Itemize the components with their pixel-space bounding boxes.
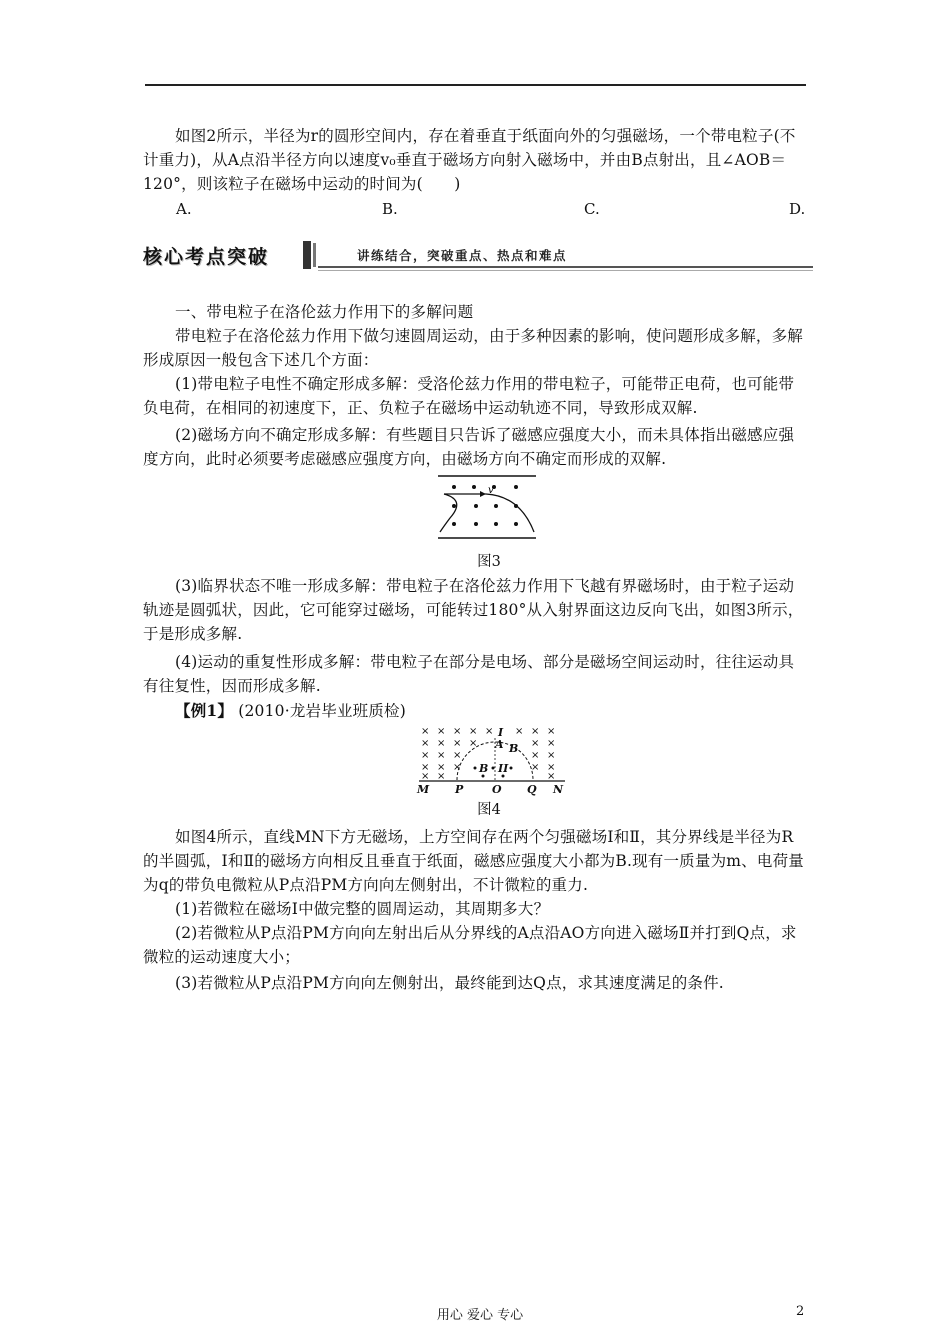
svg-text:×: × [421, 762, 430, 773]
page-number: 2 [796, 1304, 805, 1319]
section-banner [143, 241, 813, 275]
svg-text:×: × [421, 726, 430, 737]
banner-title: 核心考点突破 [143, 246, 270, 268]
fig3-label-v: v [488, 485, 494, 496]
svg-text:×: × [437, 738, 446, 749]
svg-text:×: × [531, 738, 540, 749]
figure-4-caption: 图4 [477, 802, 501, 818]
svg-text:×: × [547, 750, 556, 761]
svg-text:×: × [437, 771, 446, 782]
figure-4-diagram [415, 724, 575, 796]
svg-text:×: × [515, 726, 524, 737]
svg-text:×: × [453, 762, 462, 773]
option-a: A. [176, 200, 192, 218]
answer-options [176, 200, 806, 224]
section-heading: 一、带电粒子在洛伦兹力作用下的多解问题 [175, 303, 474, 321]
fig4-label-m: M [417, 783, 430, 796]
fig4-label-p: P [455, 783, 464, 796]
fig4-label-region1: I [498, 726, 504, 739]
example-question-1: (1)若微粒在磁场Ⅰ中做完整的圆周运动，其周期多大？ [175, 900, 550, 918]
header-rule [145, 84, 806, 86]
example-question-3: (3)若微粒从P点沿PM方向向左侧射出，最终能到达Q点，求其速度满足的条件. [175, 974, 724, 992]
fig4-label-b-inner: B [479, 762, 489, 775]
svg-text:×: × [421, 750, 430, 761]
svg-text:×: × [421, 771, 430, 782]
svg-text:×: × [547, 738, 556, 749]
section-paragraph-1: 带电粒子在洛伦兹力作用下做匀速圆周运动，由于多种因素的影响，使问题形成多解，多解形成原因一般包含下述几个方面： [143, 327, 804, 369]
example-header [175, 699, 575, 723]
example-question-2: (2)若微粒从P点沿PM方向向左射出后从分界线的A点沿AO方向进入磁场Ⅱ并打到Q点，求微粒的运动速度大小； [143, 924, 797, 966]
svg-text:×: × [531, 762, 540, 773]
svg-text:×: × [469, 726, 478, 737]
option-b: B. [382, 200, 398, 218]
svg-text:×: × [469, 738, 478, 749]
example-body: 如图4所示，直线MN下方无磁场，上方空间存在两个匀强磁场Ⅰ和Ⅱ，其分界线是半径为R的半圆弧，Ⅰ和Ⅱ的磁场方向相反且垂直于纸面，磁感应强度大小都为B.现有一质量为m、电荷量为q的带负电微粒从P点沿PM方向向左侧射出，不计微粒的重力. [143, 828, 804, 894]
figure-3-caption: 图3 [477, 554, 501, 570]
svg-text:×: × [547, 726, 556, 737]
section-paragraph-2: (1)带电粒子电性不确定形成多解：受洛伦兹力作用的带电粒子，可能带正电荷，也可能带负电荷，在相同的初速度下，正、负粒子在磁场中运动轨迹不同，导致形成双解. [143, 375, 795, 417]
svg-text:×: × [531, 750, 540, 761]
option-c: C. [584, 200, 600, 218]
fig3-field-dots [452, 485, 518, 526]
fig4-label-n: N [553, 783, 564, 796]
svg-text:×: × [485, 726, 494, 737]
svg-text:×: × [437, 750, 446, 761]
example-label: 【例1】 [175, 701, 234, 720]
example-source: (2010·龙岩毕业班质检) [238, 702, 407, 720]
option-d: D. [789, 200, 806, 218]
svg-text:×: × [453, 750, 462, 761]
fig4-label-a: A [495, 738, 504, 751]
fig4-label-region2: II [498, 762, 509, 775]
section-paragraph-4: (3)临界状态不唯一形成多解：带电粒子在洛伦兹力作用下飞越有界磁场时，由于粒子运动轨迹是圆弧状，因此，它可能穿过磁场，可能转过180°从入射界面这边反向飞出，如图3所示，于是形成多解. [143, 577, 804, 643]
svg-text:×: × [437, 726, 446, 737]
svg-text:×: × [453, 726, 462, 737]
svg-text:×: × [421, 738, 430, 749]
banner-underline-thin [318, 270, 813, 271]
fig4-label-o: O [492, 783, 502, 796]
problem-intro: 如图2所示，半径为r的圆形空间内，存在着垂直于纸面向外的匀强磁场，一个带电粒子(不计重力)，从A点沿半径方向以速度v₀垂直于磁场方向射入磁场中，并由B点射出，且∠AOB＝120°，则该粒子在磁场中运动的时间为( ) [143, 127, 796, 193]
svg-text:×: × [453, 738, 462, 749]
svg-text:×: × [437, 762, 446, 773]
banner-subtitle: 讲练结合，突破重点、热点和难点 [357, 248, 568, 263]
svg-text:×: × [547, 771, 556, 782]
fig3-trajectory-through [444, 494, 534, 532]
fig3-trajectory-return [440, 494, 457, 532]
footer-slogan: 用心 爱心 专心 [436, 1308, 524, 1323]
section-paragraph-3: (2)磁场方向不确定形成多解：有些题目只告诉了磁感应强度大小，而未具体指出磁感应强度方向，此时必须要考虑磁感应强度方向，由磁场方向不确定而形成的双解. [143, 426, 795, 468]
section-paragraph-5: (4)运动的重复性形成多解：带电粒子在部分是电场、部分是磁场空间运动时，往往运动具有往复性，因而形成多解. [143, 653, 795, 695]
figure-3-diagram [436, 474, 542, 544]
fig4-label-q: Q [527, 783, 537, 796]
svg-text:×: × [547, 762, 556, 773]
svg-text:×: × [531, 726, 540, 737]
banner-bar [303, 241, 311, 269]
fig4-label-b-outer: B [509, 742, 519, 755]
fig3-velocity-arrow [480, 491, 486, 497]
banner-underline [318, 266, 813, 268]
banner-bar-thin [313, 243, 316, 267]
